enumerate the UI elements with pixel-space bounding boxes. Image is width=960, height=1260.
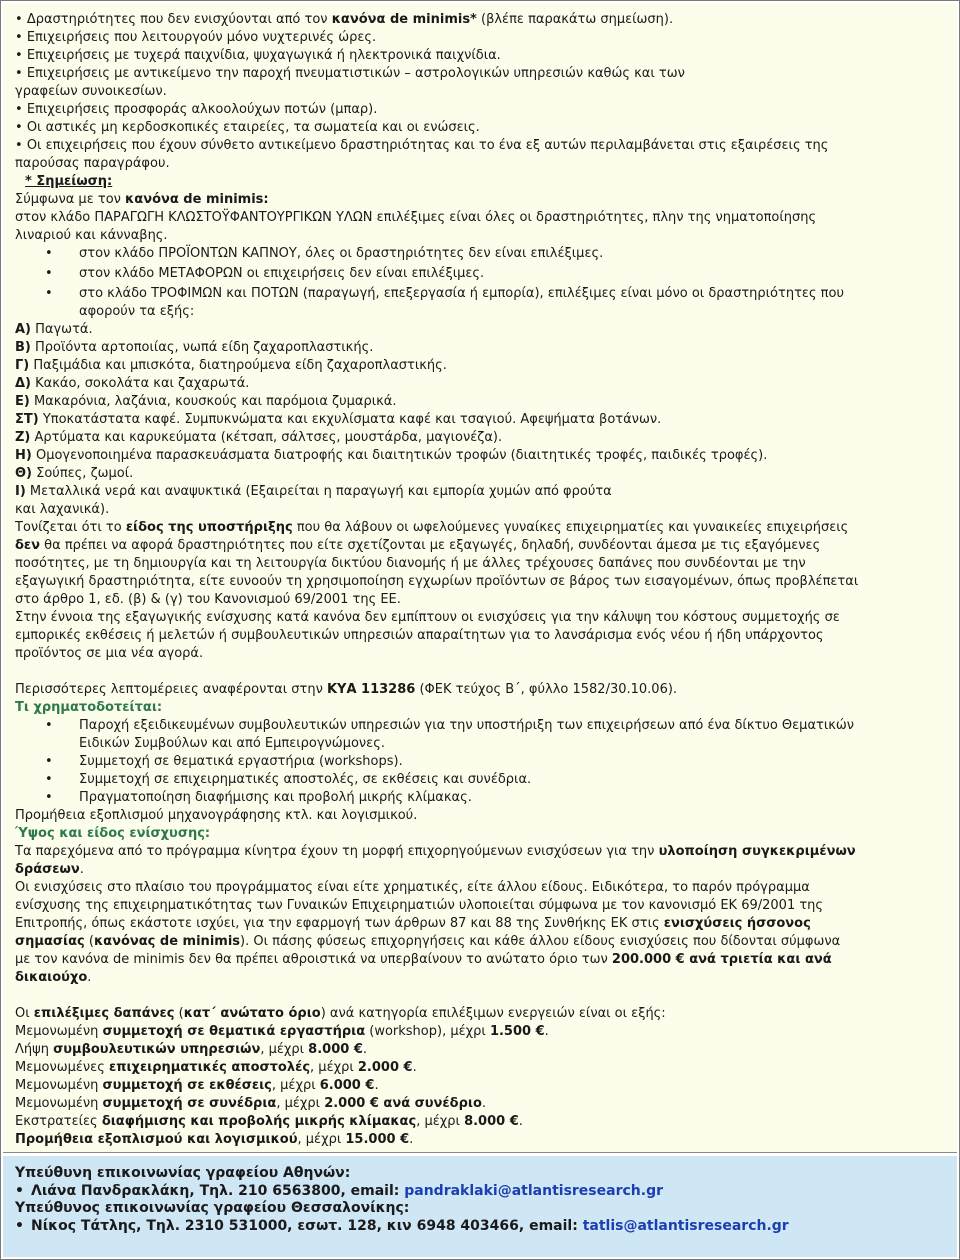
note-bullet: • στον κλάδο ΜΕΤΑΦΟΡΩΝ οι επιχειρήσεις δεν είναι επιλέξιμες. xyxy=(15,265,951,283)
emphasis-line: δεν θα πρέπει να αφορά δραστηριότητες που είτε σχετίζονται με εξαγωγές, δηλαδή, συνδέονται άμεσα με τις εξαγόμενες xyxy=(15,538,821,553)
note-textile-cont: λιναριού και κάνναβης. xyxy=(15,228,168,243)
eligible-row: Λήψη συμβουλευτικών υπηρεσιών, μέχρι 8.000 €. xyxy=(15,1042,368,1057)
food-item: Δ) Κακάο, σοκολάτα και ζαχαρωτά. xyxy=(15,376,250,391)
food-item: Θ) Σούπες, ζωμοί. xyxy=(15,466,134,481)
emphasis-line: προϊόντος σε μια νέα αγορά. xyxy=(15,646,204,661)
food-item: ΣΤ) Υποκατάστατα καφέ. Συμπυκνώματα και εκχυλίσματα καφέ και τσαγιού. Αφεψήματα βοτάνων. xyxy=(15,412,662,427)
funded-bullet: • Πραγματοποίηση διαφήμισης και προβολή μικρής κλίμακας. xyxy=(15,789,951,807)
aid-line: Τα παρεχόμενα από το πρόγραμμα κίνητρα έχουν τη μορφή επιχορηγούμενων ενισχύσεων για την υλοποίηση συγκεκριμένων xyxy=(15,844,856,859)
funded-bullet: • Συμμετοχή σε θεματικά εργαστήρια (workshops). xyxy=(15,753,951,771)
aid-line: Οι ενισχύσεις στο πλαίσιο του προγράμματος είναι είτε χρηματικές, είτε άλλου είδους. Ειδικότερα, το παρόν πρόγραμμα xyxy=(15,880,810,895)
food-item: Β) Προϊόντα αρτοποιίας, νωπά είδη ζαχαροπλαστικής. xyxy=(15,340,374,355)
athens-email-link[interactable]: pandraklaki@atlantisresearch.gr xyxy=(404,1182,663,1199)
thessaloniki-contact: • Νίκος Τάτλης, Τηλ. 2310 531000, εσωτ. 128, κιν 6948 403466, email: tatlis@atlantisresearch.gr xyxy=(15,1218,951,1236)
note-bullet-cont: αφορούν τα εξής: xyxy=(79,304,195,319)
eligible-row: Μεμονωμένη συμμετοχή σε θεματικά εργαστήρια (workshop), μέχρι 1.500 €. xyxy=(15,1024,549,1039)
eligible-row: Μεμονωμένη συμμετοχή σε εκθέσεις, μέχρι 6.000 €. xyxy=(15,1078,379,1093)
funded-heading: Τι χρηματοδοτείται: xyxy=(15,700,163,715)
exclusion-item: • Δραστηριότητες που δεν ενισχύονται από τον κανόνα de minimis* (βλέπε παρακάτω σημείωση). xyxy=(15,11,951,29)
food-list xyxy=(15,321,951,519)
food-item: Α) Παγωτά. xyxy=(15,322,93,337)
note-textile: στον κλάδο ΠΑΡΑΓΩΓΗ ΚΛΩΣΤΟΫΦΑΝΤΟΥΡΓΙΚΩΝ ΥΛΩΝ επιλέξιμες είναι όλες οι δραστηριότητες, πλην της νηματοποίησης xyxy=(15,210,817,225)
exclusion-item-cont: παρούσας παραγράφου. xyxy=(15,156,170,171)
aid-heading: Ύψος και είδος ενίσχυσης: xyxy=(15,826,211,841)
aid-line: δράσεων. xyxy=(15,862,84,877)
eligible-intro: Οι επιλέξιμες δαπάνες (κατ΄ ανώτατο όριο) ανά κατηγορία επιλέξιμων ενεργειών είναι οι εξής: xyxy=(15,1006,666,1021)
emphasis-line: ποσότητες, με τη δημιουργία και τη λειτουργία δικτύου διανομής ή με άλλες τρέχουσες δαπάνες που συνδέονται με την xyxy=(15,556,806,571)
food-item: Γ) Παξιμάδια και μπισκότα, διατηρούμενα είδη ζαχαροπλαστικής. xyxy=(15,358,447,373)
exclusion-item-cont: γραφείων συνοικεσίων. xyxy=(15,84,167,99)
contact-footer xyxy=(3,1156,957,1257)
aid-line: σημασίας (κανόνας de minimis). Οι πάσης φύσεως επιχορηγήσεις και κάθε άλλου είδους ενισχύσεις που δίδονται σύμφωνα xyxy=(15,934,841,949)
aid-line: ενίσχυσης της επιχειρηματικότητας των Γυναικών Επιχειρηματιών υλοποιείται σύμφωνα με τον κανονισμό ΕΚ 69/2001 της xyxy=(15,898,824,913)
eligible-row: Μεμονωμένες επιχειρηματικές αποστολές, μέχρι 2.000 €. xyxy=(15,1060,417,1075)
funded-last: Προμήθεια εξοπλισμού μηχανογράφησης κτλ. και λογισμικού. xyxy=(15,808,418,823)
aid-line: Επιτροπής, όπως εκάστοτε ισχύει, για την εφαρμογή των άρθρων 87 και 88 της Συνθήκης ΕΚ στις ενισχύσεις ήσσονος xyxy=(15,916,811,931)
exclusion-item: • Οι αστικές μη κερδοσκοπικές εταιρείες, τα σωματεία και οι ενώσεις. xyxy=(15,119,951,137)
aid-line: με τον κανόνα de minimis δεν θα πρέπει αθροιστικά να υπερβαίνουν το ανώτατο όριο των 200.000 € ανά τριετία και ανά xyxy=(15,952,832,967)
thessaloniki-email-link[interactable]: tatlis@atlantisresearch.gr xyxy=(582,1217,789,1234)
funded-bullet: • Συμμετοχή σε επιχειρηματικές αποστολές, σε εκθέσεις και συνέδρια. xyxy=(15,771,951,789)
note-bullet: • στο κλάδο ΤΡΟΦΙΜΩΝ και ΠΟΤΩΝ (παραγωγή, επεξεργασία ή εμπορία), επιλέξιμες είναι μόνο οι δραστηριότητες που xyxy=(15,285,951,303)
food-item: Ε) Μακαρόνια, λαζάνια, κουσκούς και παρόμοια ζυμαρικά. xyxy=(15,394,397,409)
note-intro: Σύμφωνα με τον κανόνα de minimis: xyxy=(15,192,269,207)
emphasis-line: εμπορικές εκθέσεις ή μελετών ή συμβουλευτικών υπηρεσιών απαραίτητων για το λανσάρισμα ενός νέου ή ήδη υπάρχοντος xyxy=(15,628,824,643)
eligible-row: Προμήθεια εξοπλισμού και λογισμικού, μέχρι 15.000 €. xyxy=(15,1132,414,1147)
funded-bullet-cont: Ειδικών Συμβούλων και από Εμπειρογνώμονες. xyxy=(79,736,385,751)
food-item: Ζ) Αρτύματα και καρυκεύματα (κέτσαπ, σάλτσες, μουστάρδα, μαγιονέζα). xyxy=(15,430,503,445)
emphasis-line: εξαγωγική δραστηριότητα, είτε ευνοούν τη χρησιμοποίηση εγχωρίων προϊόντων σε βάρος των εισαγομένων, όπως προβλέπεται xyxy=(15,574,859,589)
emphasis-line: Στην έννοια της εξαγωγικής ενίσχυσης κατά κανόνα δεν εμπίπτουν οι ενισχύσεις για την κάλυψη του κόστους συμμετοχής σε xyxy=(15,610,840,625)
emphasis-line: στο άρθρο 1, εδ. (β) & (γ) του Κανονισμού 69/2001 της ΕΕ. xyxy=(15,592,401,607)
athens-contact-title: Υπεύθυνη επικοινωνίας γραφείου Αθηνών: xyxy=(15,1165,351,1181)
exclusion-item: • Επιχειρήσεις με τυχερά παιχνίδια, ψυχαγωγικά ή ηλεκτρονικά παιχνίδια. xyxy=(15,47,951,65)
exclusion-item: • Οι επιχειρήσεις που έχουν σύνθετο αντικείμενο δραστηριότητας και το ένα εξ αυτών περιλαμβάνεται στις εξαιρέσεις της xyxy=(15,137,951,155)
eligible-row: Μεμονωμένη συμμετοχή σε συνέδρια, μέχρι 2.000 € ανά συνέδριο. xyxy=(15,1096,487,1111)
food-item: Ι) Μεταλλικά νερά και αναψυκτικά (Εξαιρείται η παραγωγή και εμπορία χυμών από φρούτα xyxy=(15,484,612,499)
emphasis-paragraph xyxy=(15,519,951,663)
exclusion-item: • Επιχειρήσεις προσφοράς αλκοολούχων ποτών (μπαρ). xyxy=(15,101,951,119)
food-item-cont: και λαχανικά). xyxy=(15,502,110,517)
thessaloniki-contact-title: Υπεύθυνος επικοινωνίας γραφείου Θεσσαλονίκης: xyxy=(15,1200,410,1216)
food-item: Η) Ομογενοποιημένα παρασκευάσματα διατροφής και διαιτητικών τροφών (διαιτητικές τροφές, παιδικές τροφές). xyxy=(15,448,768,463)
note-bullet: • στον κλάδο ΠΡΟΪΟΝΤΩΝ ΚΑΠΝΟΥ, όλες οι δραστηριότητες δεν είναι επιλέξιμες. xyxy=(15,245,951,263)
aid-line: δικαιούχο. xyxy=(15,970,92,985)
emphasis-line: Τονίζεται ότι το είδος της υποστήριξης που θα λάβουν οι ωφελούμενες γυναίκες επιχειρηματίες και γυναικείες επιχειρήσεις xyxy=(15,520,849,535)
athens-contact: • Λιάνα Πανδρακλάκη, Τηλ. 210 6563800, email: pandraklaki@atlantisresearch.gr xyxy=(15,1183,951,1201)
exclusion-item: • Επιχειρήσεις που λειτουργούν μόνο νυχτερινές ώρες. xyxy=(15,29,951,47)
eligible-row: Εκστρατείες διαφήμισης και προβολής μικρής κλίμακας, μέχρι 8.000 €. xyxy=(15,1114,523,1129)
note-title: * Σημείωση: xyxy=(25,174,113,189)
main-content xyxy=(3,3,957,1153)
details-reference: Περισσότερες λεπτομέρειες αναφέρονται στην ΚΥΑ 113286 (ΦΕΚ τεύχος Β΄, φύλλο 1582/30.10.06). xyxy=(15,682,678,697)
funded-bullet: • Παροχή εξειδικευμένων συμβουλευτικών υπηρεσιών για την υποστήριξη των επιχειρήσεων από ένα δίκτυο Θεματικών xyxy=(15,717,951,735)
exclusion-item: • Επιχειρήσεις με αντικείμενο την παροχή πνευματιστικών – αστρολογικών υπηρεσιών καθώς και των xyxy=(15,65,951,83)
